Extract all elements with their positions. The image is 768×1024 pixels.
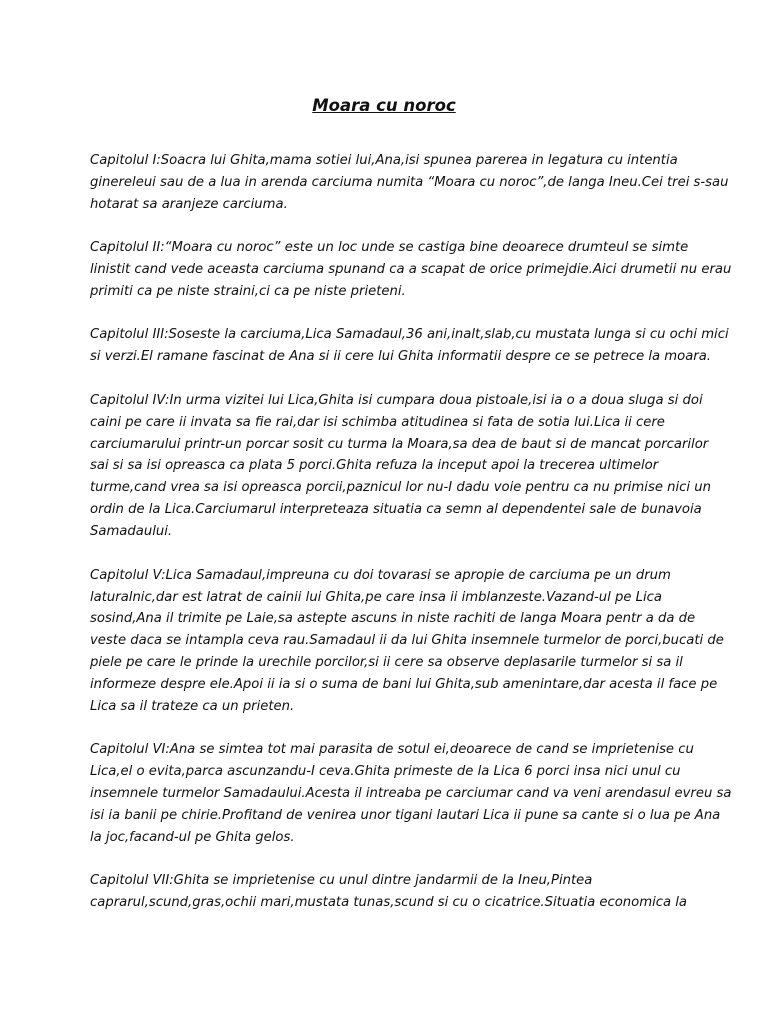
paragraph-line: Lica,el o evita,parca ascunzandu-I ceva.Ghita primeste de la Lica 6 porci insa nici unul cu	[90, 764, 681, 780]
document-title: Moara cu noroc	[312, 96, 456, 115]
paragraph-line: Lica sa il trateze ca un prieten.	[90, 699, 295, 715]
chapter-paragraph	[90, 870, 688, 914]
paragraph-line: informeze despre ele.Apoi ii ia si o suma de bani lui Ghita,sub amenintare,dar acesta il face pe	[90, 677, 718, 693]
paragraph-line: primiti ca pe niste straini,ci ca pe niste prieteni.	[90, 284, 406, 300]
paragraph-line: la joc,facand-ul pe Ghita gelos.	[90, 830, 295, 846]
paragraph-line: Capitolul III:Soseste la carciuma,Lica Samadaul,36 ani,inalt,slab,cu mustata lunga si cu ochi mici	[90, 327, 729, 343]
chapter-paragraph	[90, 390, 711, 543]
paragraph-line: turme,cand vrea sa isi opreasca porcii,paznicul lor nu-I dadu voie pentru ca nu primise nici un	[90, 480, 711, 496]
paragraph-line: insemnele turmelor Samadaului.Acesta il intreaba pe carciumar cand va veni arendasul evreu sa	[90, 786, 732, 802]
chapter-paragraph	[90, 237, 732, 303]
paragraph-line: Capitolul I:Soacra lui Ghita,mama sotiei lui,Ana,isi spunea parerea in legatura cu intentia	[90, 153, 678, 168]
paragraph-line: caprarul,scund,gras,ochii mari,mustata tunas,scund si cu o cicatrice.Situatia economica la	[90, 895, 688, 911]
chapter-paragraph	[90, 565, 724, 718]
paragraph-line: Capitolul V:Lica Samadaul,impreuna cu doi tovarasi se apropie de carciuma pe un drum	[90, 567, 671, 583]
paragraph-line: caini pe care ii invata sa fie rai,dar isi schimba atitudinea si fata de sotia lui.Lica ii cere	[90, 414, 665, 430]
paragraph-line: piele pe care le prinde la urechile porcilor,si ii cere sa observe deplasarile turmelor si sa il	[90, 655, 683, 671]
chapter-paragraph	[90, 150, 729, 216]
paragraph-line: Samadaului.	[90, 524, 173, 540]
paragraph-line: ginereleui sau de a lua in arenda carciuma numita “Moara cu noroc”,de langa Ineu.Cei trei s-sau	[90, 174, 729, 190]
paragraph-line: Capitolul VII:Ghita se imprietenise cu unul dintre jandarmii de la Ineu,Pintea	[90, 873, 593, 889]
document-body	[90, 150, 732, 936]
paragraph-line: hotarat sa aranjeze carciuma.	[90, 196, 288, 212]
chapter-paragraph	[90, 739, 732, 849]
paragraph-line: carciumarului printr-un porcar sosit cu turma la Moara,sa dea de baut si de mancat porcarilor	[90, 436, 709, 452]
chapter-paragraph	[90, 324, 729, 368]
paragraph-line: si verzi.El ramane fascinat de Ana si ii cere lui Ghita informatii despre ce se petrece la moara.	[90, 349, 711, 365]
paragraph-line: ordin de la Lica.Carciumarul interpreteaza situatia ca semn al dependentei sale de bunavoia	[90, 502, 702, 518]
paragraph-line: isi ia banii pe chirie.Profitand de venirea unor tigani lautari Lica ii pune sa cante si o lua pe Ana	[90, 808, 721, 824]
paragraph-line: veste daca se intampla ceva rau.Samadaul ii da lui Ghita insemnele turmelor de porci,bucati de	[90, 633, 724, 649]
paragraph-line: laturalnic,dar est latrat de cainii lui Ghita,pe care insa ii imblanzeste.Vazand-ul pe Lica	[90, 589, 662, 605]
paragraph-line: Capitolul II:“Moara cu noroc” este un loc unde se castiga bine deoarece drumteul se simte	[90, 240, 689, 256]
paragraph-line: Capitolul VI:Ana se simtea tot mai parasita de sotul ei,deoarece de cand se imprietenise cu	[90, 742, 694, 758]
paragraph-line: sosind,Ana il trimite pe Laie,sa astepte ascuns in niste rachiti de langa Moara pentr a da de	[90, 611, 696, 627]
paragraph-line: linistit cand vede aceasta carciuma spunand ca a scapat de orice primejdie.Aici drumetii nu erau	[90, 262, 732, 278]
paragraph-line: Capitolul IV:In urma vizitei lui Lica,Ghita isi cumpara doua pistoale,isi ia o a doua sluga si doi	[90, 392, 703, 408]
paragraph-line: sai si sa isi opreasca ca plata 5 porci.Ghita refuza la inceput apoi la trecerea ultimelor	[90, 458, 659, 474]
